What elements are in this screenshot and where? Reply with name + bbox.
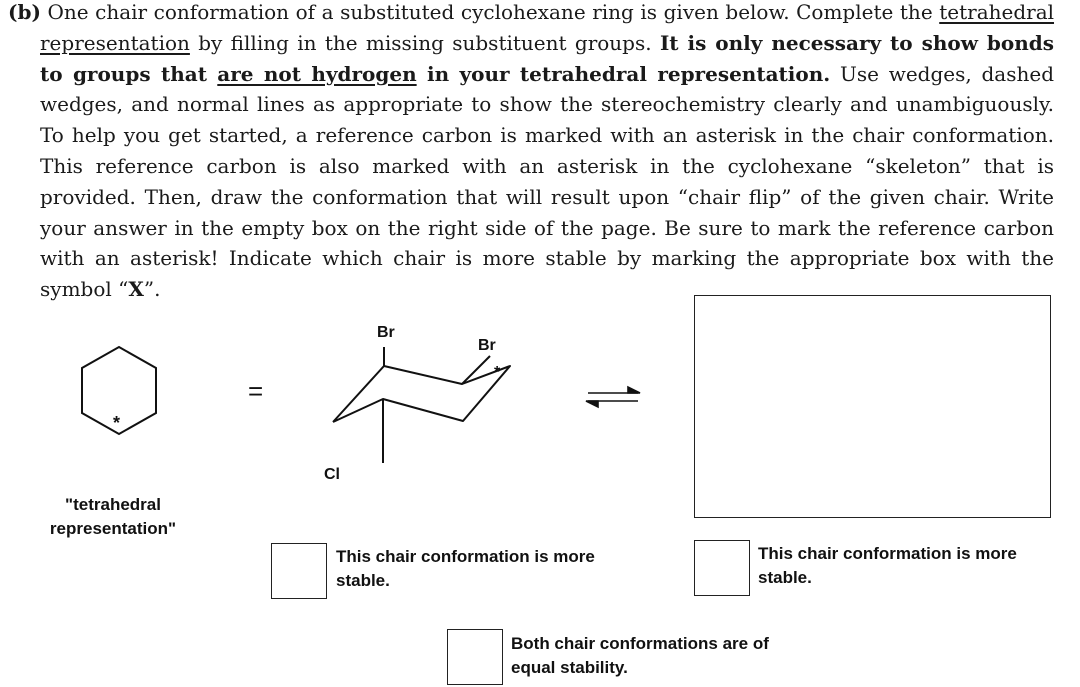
tetrahedral-representation-label: "tetrahedral representation": [49, 495, 177, 538]
bold-underlined-term: are not hydrogen: [217, 61, 417, 86]
substituent-cl: Cl: [324, 466, 340, 483]
reference-carbon-asterisk: *: [494, 364, 501, 381]
substituent-br-right: Br: [478, 337, 496, 354]
underlined-term: tetrahedral representation: [40, 0, 1055, 55]
option-equal-stability-label: Both chair conformations are of equal stability.: [511, 634, 769, 677]
answer-box[interactable]: [694, 295, 1051, 518]
checkbox-given-chair[interactable]: [271, 543, 327, 599]
equals-sign: =: [248, 376, 264, 406]
part-label: (b): [8, 0, 41, 24]
substituent-br-top: Br: [377, 324, 395, 341]
bold-instruction: It is only necessary to show bonds to groups that: [40, 30, 1054, 86]
bold-instruction: in your tetrahedral representation.: [416, 61, 831, 86]
instruction-text: by filling in the missing substituent groups.: [189, 30, 660, 55]
checkbox-flipped-chair[interactable]: [694, 540, 750, 596]
instruction-text: One chair conformation of a substituted cyclohexane ring is given below. Complete the: [47, 0, 940, 24]
option-given-chair-label: This chair conformation is more stable.: [336, 547, 595, 590]
skeleton-asterisk: *: [113, 413, 121, 433]
instruction-text: ”.: [143, 277, 161, 302]
equilibrium-arrows: [586, 387, 640, 407]
chair-conformation: [333, 347, 510, 463]
instruction-text: Use wedges, dashed wedges, and normal lines as appropriate to show the stereochemistry clearly and unambiguously. To help you get started, a reference carbon is marked with an asterisk in the chair conformation. This reference carbon is also marked with an asterisk in the cyclohexane “skeleton” that is provided. Then, draw the conformation that will result upon “chair flip” of the given chair. Write your answer in the empty box on the right side of the page. Be sure to mark the reference carbon with an asterisk! Indicate which chair is more stable by marking the appropriate box with the symbol “: [40, 61, 1054, 302]
option-flipped-chair-label: This chair conformation is more stable.: [758, 544, 1017, 587]
checkbox-equal-stability[interactable]: [447, 629, 503, 685]
mark-symbol: X: [128, 277, 144, 302]
